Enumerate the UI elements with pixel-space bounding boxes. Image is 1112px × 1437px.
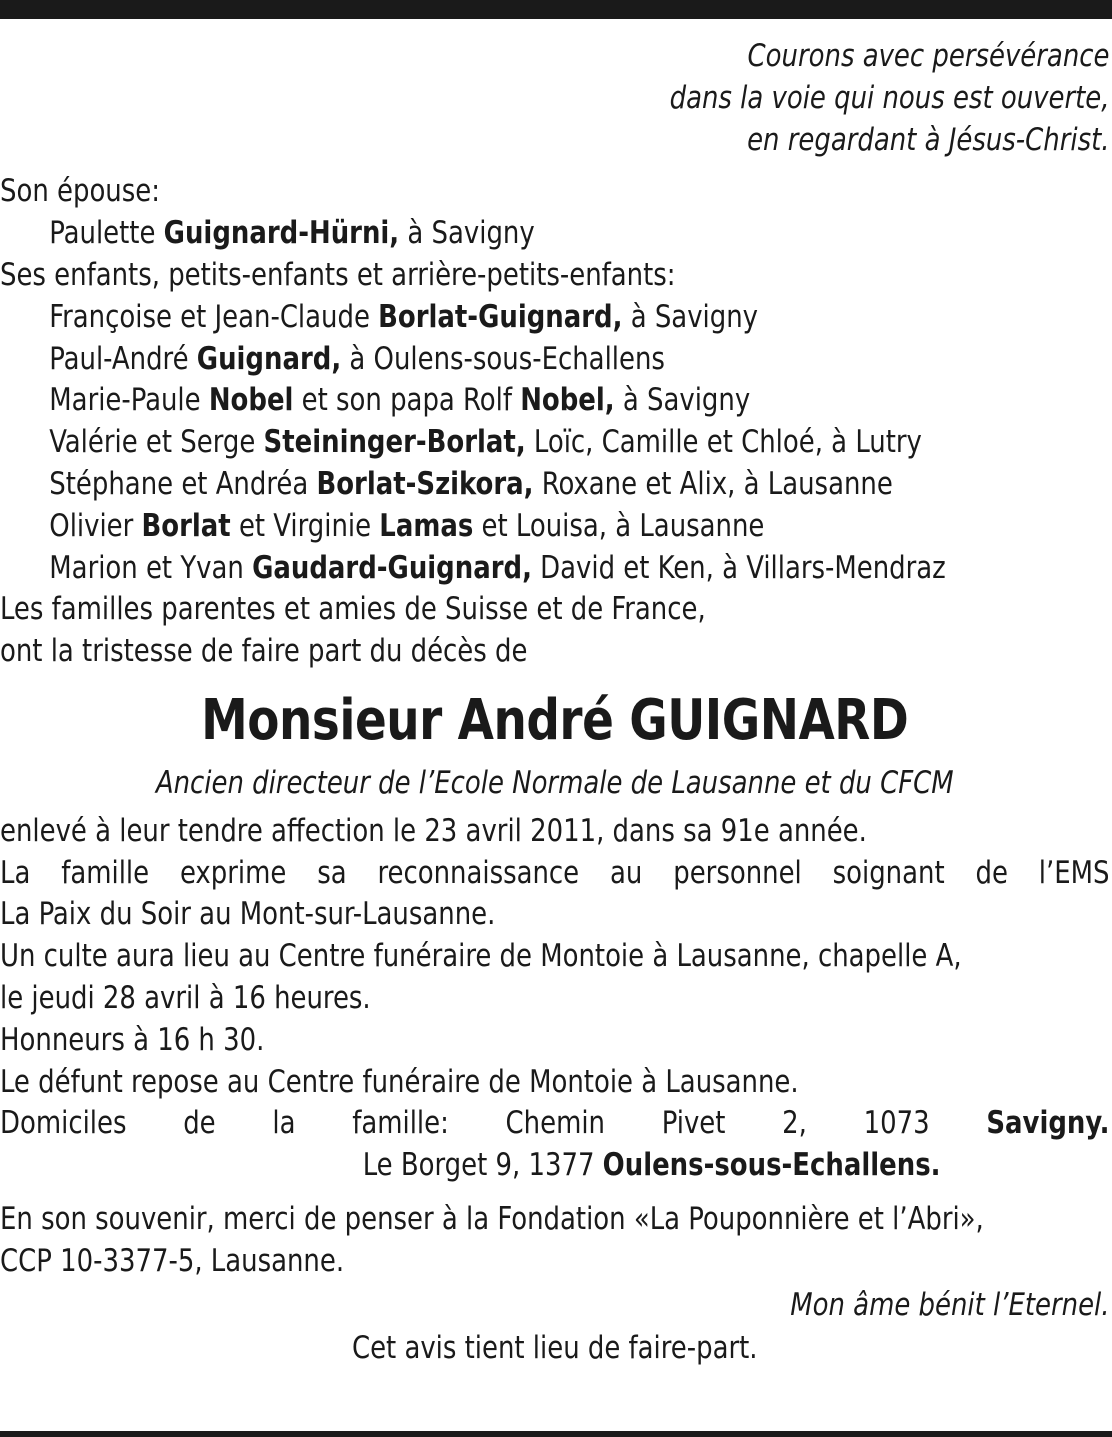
deceased-role: Ancien directeur de l’Ecole Normale de Lausanne et du CFCM (155, 764, 954, 801)
spouse-line: Paulette Guignard-Hürni, à Savigny (49, 215, 535, 252)
memory-line-2: CCP 10-3377-5, Lausanne. (0, 1242, 345, 1279)
closing-verse: Mon âme bénit l’Eternel. (790, 1286, 1110, 1323)
announce-line: ont la tristesse de faire part du décès de (0, 633, 528, 670)
family-line: Paul-André Guignard, à Oulens-sous-Echallens (49, 340, 665, 377)
footer-note: Cet avis tient lieu de faire-part. (351, 1330, 758, 1367)
body-line: La Paix du Soir au Mont-sur-Lausanne. (0, 896, 496, 933)
family-line: Marion et Yvan Gaudard-Guignard, David et Ken, à Villars-Mendraz (49, 549, 946, 586)
body-line: enlevé à leur tendre affection le 23 avril 2011, dans sa 91e année. (0, 812, 867, 849)
address-line-1: Domiciles de la famille: Chemin Pivet 2, 1073 Savigny. (0, 1105, 1110, 1142)
family-line: Stéphane et Andréa Borlat-Szikora, Roxane et Alix, à Lausanne (49, 465, 893, 502)
family-line: Valérie et Serge Steininger-Borlat, Loïc, Camille et Chloé, à Lutry (49, 424, 922, 461)
spouse-label: Son épouse: (0, 173, 160, 210)
relatives-line: Les familles parentes et amies de Suisse et de France, (0, 591, 706, 628)
verse-line-2: dans la voie qui nous est ouverte, (669, 79, 1110, 116)
children-label: Ses enfants, petits-enfants et arrière-petits-enfants: (0, 256, 676, 293)
body-line: le jeudi 28 avril à 16 heures. (0, 979, 371, 1016)
obituary-notice (0, 36, 1109, 1370)
body-line: La famille exprime sa reconnaissance au personnel soignant de l’EMS (0, 854, 1110, 891)
bottom-border (0, 1431, 1112, 1437)
deceased-name: Monsieur André GUIGNARD (201, 687, 909, 753)
body-line: Un culte aura lieu au Centre funéraire de Montoie à Lausanne, chapelle A, (0, 938, 962, 975)
top-border (0, 0, 1112, 19)
verse-line-3: en regardant à Jésus-Christ. (747, 121, 1110, 158)
body-line: Honneurs à 16 h 30. (0, 1021, 265, 1058)
verse-line-1: Courons avec persévérance (747, 38, 1110, 74)
family-line: Marie-Paule Nobel et son papa Rolf Nobel, à Savigny (49, 382, 751, 419)
address-line-2: Le Borget 9, 1377 Oulens-sous-Echallens. (362, 1147, 941, 1184)
family-line: Olivier Borlat et Virginie Lamas et Louisa, à Lausanne (49, 507, 765, 544)
memory-line-1: En son souvenir, merci de penser à la Fondation «La Pouponnière et l’Abri», (0, 1200, 984, 1237)
body-line: Le défunt repose au Centre funéraire de Montoie à Lausanne. (0, 1063, 799, 1100)
family-line: Françoise et Jean-Claude Borlat-Guignard, à Savigny (49, 298, 759, 335)
